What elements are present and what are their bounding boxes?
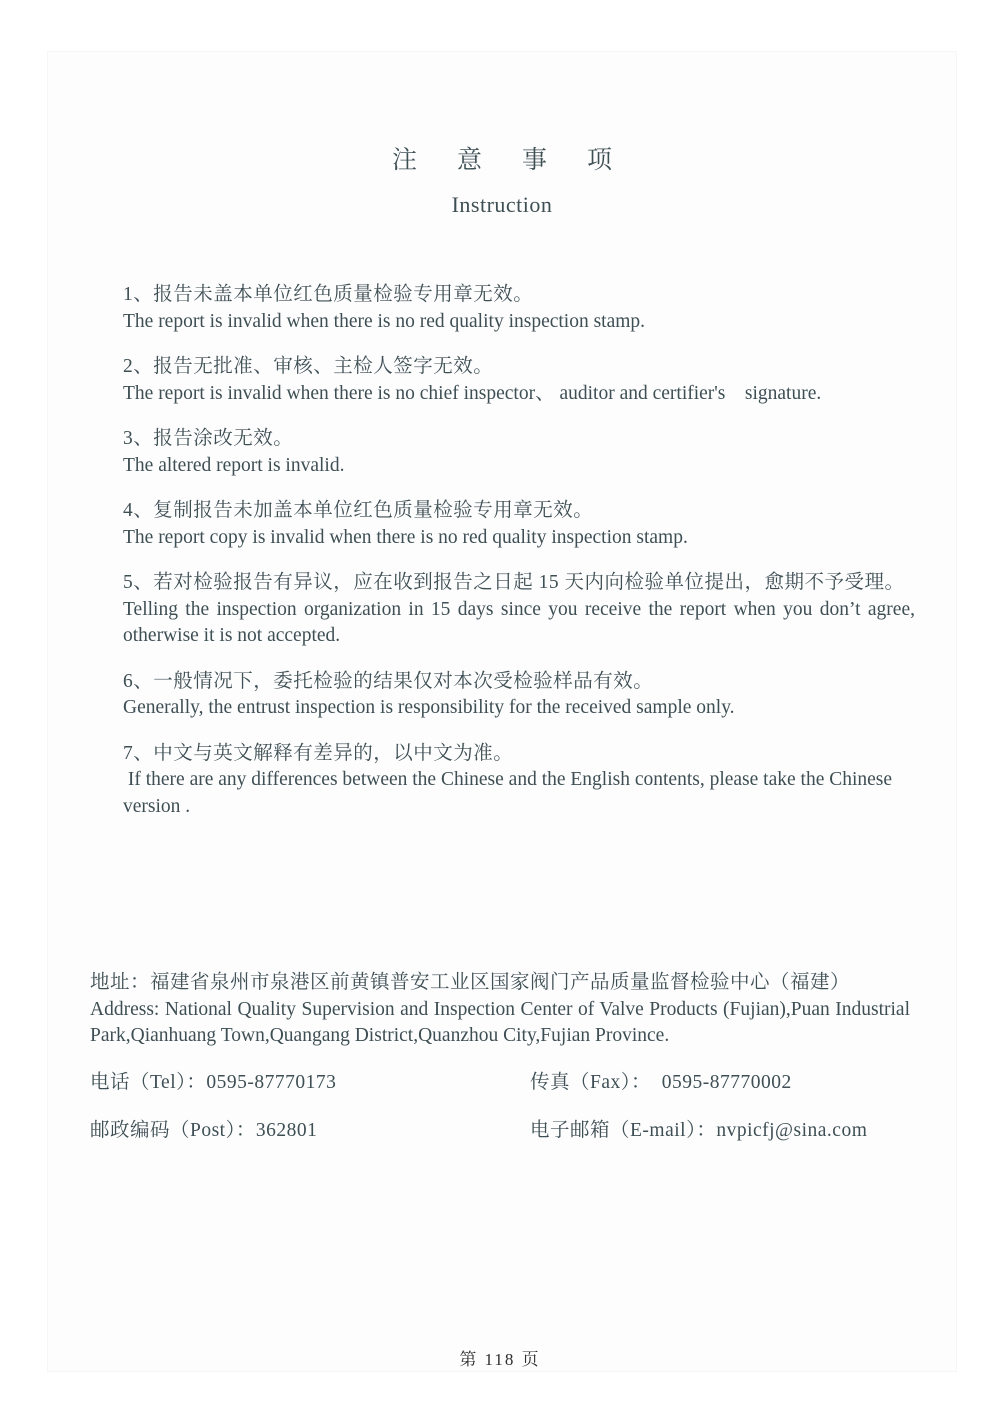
item-6-chinese: 6、一般情况下，委托检验的结果仅对本次受检验样品有效。 xyxy=(123,670,654,692)
item-3-english: The altered report is invalid. xyxy=(123,454,345,476)
postal-code-value: 邮政编码（Post）：362801 xyxy=(90,1120,318,1141)
item-7-english: If there are any differences between the Chinese and the English contents, please take the Chinese version . xyxy=(123,769,897,817)
telephone-value: 电话（Tel）：0595-87770173 xyxy=(90,1071,337,1093)
instruction-item-1 xyxy=(123,282,915,335)
item-7-chinese: 7、中文与英文解释有差异的，以中文为准。 xyxy=(123,742,514,764)
item-3-chinese: 3、报告涂改无效。 xyxy=(123,428,294,449)
address-block xyxy=(90,970,915,1050)
item-5-chinese: 5、若对检验报告有异议，应在收到报告之日起 15 天内向检验单位提出，愈期不予受理。 xyxy=(123,572,905,593)
fax-value: 传真（Fax）： 0595-87770002 xyxy=(530,1071,792,1093)
email-value: 电子邮箱（E-mail）：nvpicfj@sina.com xyxy=(530,1120,868,1141)
page-title-english: Instruction xyxy=(451,192,553,217)
instruction-item-6 xyxy=(123,669,915,722)
item-4-chinese: 4、复制报告未加盖本单位红色质量检验专用章无效。 xyxy=(123,500,594,521)
item-4-english: The report copy is invalid when there is no red quality inspection stamp. xyxy=(123,526,688,548)
item-2-chinese: 2、报告无批准、审核、主检人签字无效。 xyxy=(123,356,494,377)
contact-row-1 xyxy=(90,1070,950,1097)
instruction-item-7 xyxy=(123,741,915,821)
instruction-item-2 xyxy=(123,354,915,407)
contact-block xyxy=(90,1070,950,1145)
instruction-item-4 xyxy=(123,498,915,551)
address-english: Address: National Quality Supervision and Inspection Center of Valve Products (Fujian),Puan Industrial Park,Qianhuang Town,Quangang District,Quanzhou City,Fujian Province. xyxy=(90,998,915,1046)
item-1-english: The report is invalid when there is no red quality inspection stamp. xyxy=(123,310,646,332)
instruction-item-3 xyxy=(123,426,915,479)
item-2-english: The report is invalid when there is no chief inspector、 auditor and certifier's signature. xyxy=(123,382,822,404)
item-1-chinese: 1、报告未盖本单位红色质量检验专用章无效。 xyxy=(123,284,534,305)
instruction-list xyxy=(123,282,920,820)
paper-sheet xyxy=(48,52,956,1371)
instruction-item-5 xyxy=(123,570,920,650)
page-number: 第 118 页 xyxy=(459,1350,541,1369)
item-6-english: Generally, the entrust inspection is responsibility for the received sample only. xyxy=(123,697,735,718)
address-chinese: 地址：福建省泉州市泉港区前黄镇普安工业区国家阀门产品质量监督检验中心（福建） xyxy=(90,972,851,993)
page-title-chinese: 注意事项 xyxy=(391,147,652,174)
contact-row-2 xyxy=(90,1118,950,1145)
item-5-english: Telling the inspection organization in 15 days since you receive the report when you don’t agree, otherwise it is not accepted. xyxy=(123,598,920,646)
